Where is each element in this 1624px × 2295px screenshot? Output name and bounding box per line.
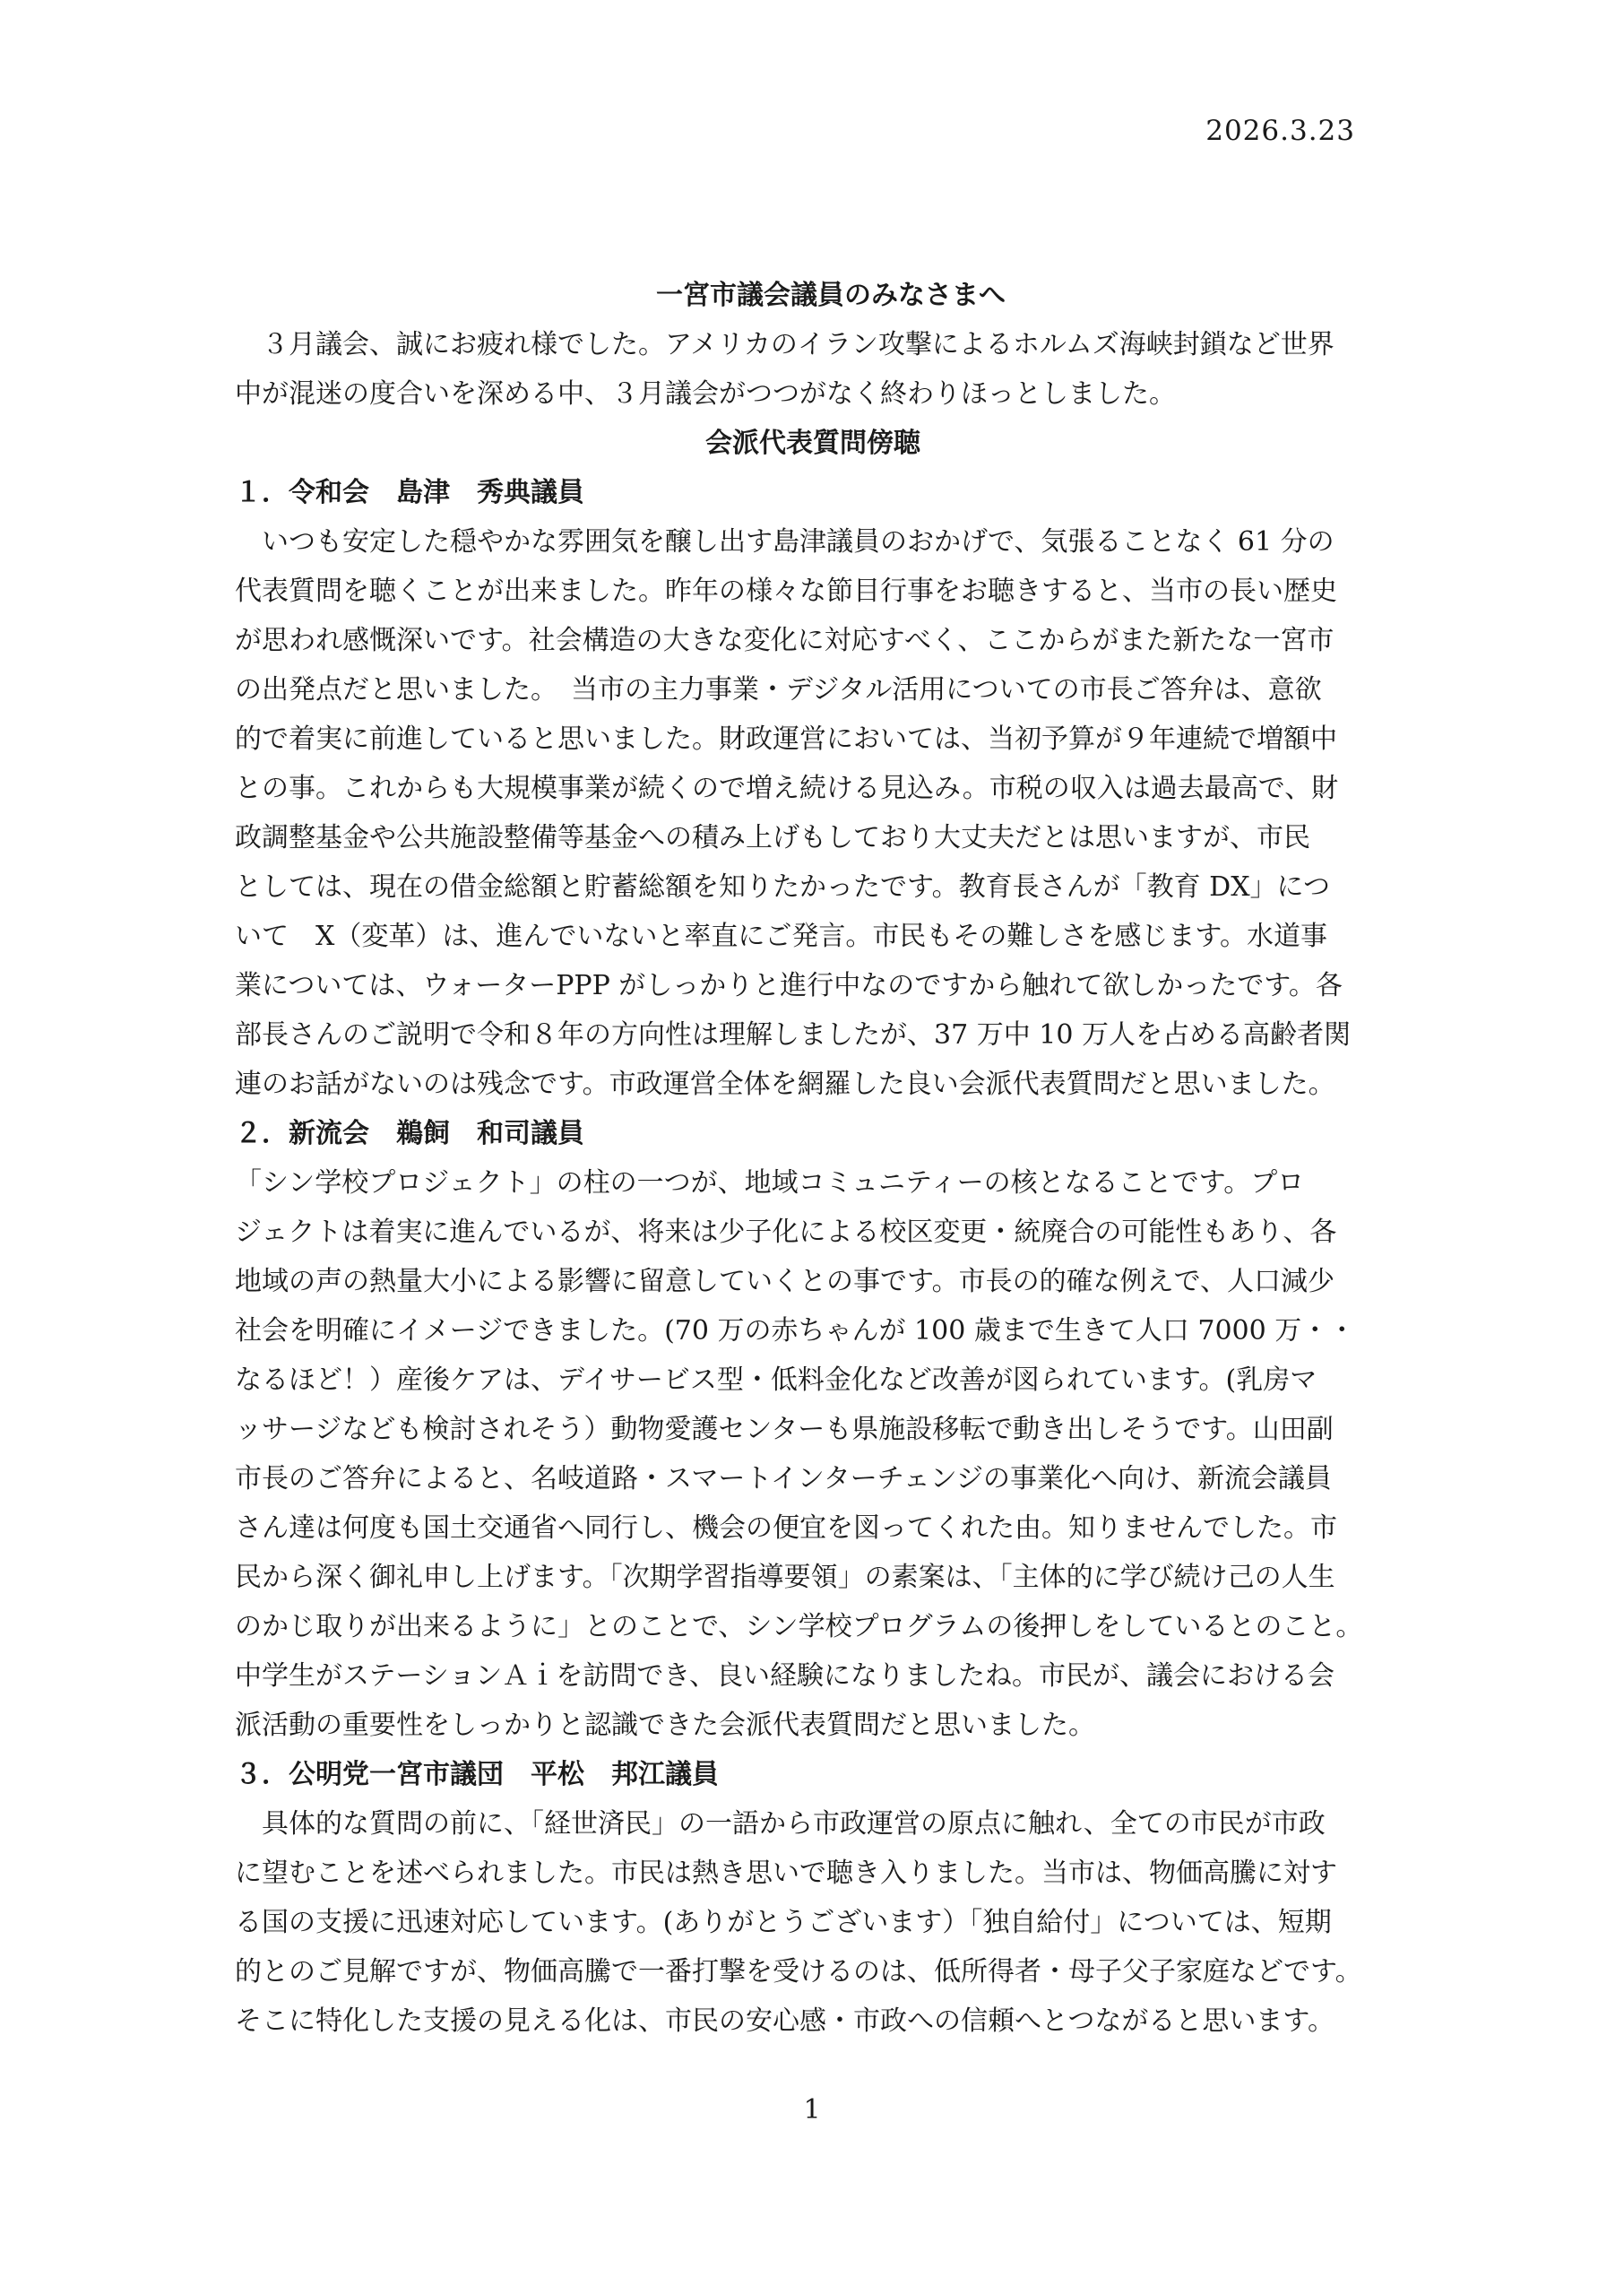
section-paragraph-shinryukai: [235, 1158, 1391, 1750]
document-date: 2026.3.23: [1205, 115, 1355, 147]
text-line: に望むことを述べられました。市民は熱き思いで聴き入りました。当市は、物価高騰に対す: [235, 1858, 1337, 1889]
text-line: 中が混迷の度合いを深める中、３月議会がつつがなく終わりほっとしました。: [235, 378, 1176, 410]
text-line: 政調整基金や公共施設整備等基金への積み上げもしており大丈夫だとは思いますが、市民: [235, 822, 1310, 853]
text-line: 民から深く御礼申し上げます。「次期学習指導要領」の素案は、「主体的に学び続け己の人生: [235, 1562, 1335, 1593]
text-line: が思われ感慨深いです。社会構造の大きな変化に対応すべく、ここからがまた新たな一宮市: [235, 625, 1335, 656]
text-line: ３月議会、誠にお疲れ様でした。アメリカのイラン攻撃によるホルムズ海峡封鎖など世界: [235, 329, 1335, 360]
text-line: 中学生がステーションＡｉを訪問でき、良い経験になりましたね。市民が、議会における会: [235, 1660, 1335, 1692]
document-body: [235, 271, 1391, 2046]
text-line: 派活動の重要性をしっかりと認識できた会派代表質問だと思いました。: [235, 1710, 1095, 1741]
text-line: いつも安定した穏やかな雰囲気を醸し出す島津議員のおかげで、気張ることなく 61 分の: [235, 526, 1335, 558]
text-line: る国の支援に迅速対応しています。(ありがとうございます）「独自給付」については、短期: [235, 1907, 1332, 1938]
section-heading-komeito: ３．公明党一宮市議団 平松 邦江議員: [235, 1759, 719, 1790]
section-heading-shinryukai: ２．新流会 鵜飼 和司議員: [235, 1118, 584, 1149]
text-line: ジェクトは着実に進んでいるが、将来は少子化による校区変更・統廃合の可能性もあり、各: [235, 1217, 1337, 1248]
text-line: さん達は何度も国土交通省へ同行し、機会の便宜を図ってくれた由。知りませんでした。市: [235, 1512, 1337, 1544]
text-line: 具体的な質問の前に、「経世済民」の一語から市政運営の原点に触れ、全ての市民が市政: [235, 1808, 1326, 1840]
text-line: そこに特化した支援の見える化は、市民の安心感・市政への信頼へとつながると思います。: [235, 2005, 1335, 2037]
text-line: のかじ取りが出来るように」とのことで、シン学校プログラムの後押しをしているとのこと。: [235, 1611, 1363, 1642]
text-line: 社会を明確にイメージできました。(70 万の赤ちゃんが 100 歳まで生きて人口 7000 万・・: [235, 1315, 1356, 1347]
document-title: 一宮市議会議員のみなさまへ: [656, 280, 1006, 311]
section-subtitle: 会派代表質問傍聴: [705, 428, 920, 459]
text-line: としては、現在の借金総額と貯蓄総額を知りたかったです。教育長さんが「教育 DX」につ: [235, 871, 1330, 903]
text-line: 連のお話がないのは残念です。市政運営全体を網羅した良い会派代表質問だと思いました。: [235, 1069, 1335, 1100]
text-line: の出発点だと思いました。 当市の主力事業・デジタル活用についての市長ご答弁は、意欲: [235, 674, 1322, 706]
text-line: ッサージなども検討されそう）動物愛護センターも県施設移転で動き出しそうです。山田副: [235, 1414, 1334, 1445]
text-line: 代表質問を聴くことが出来ました。昨年の様々な節目行事をお聴きすると、当市の長い歴史: [235, 576, 1337, 607]
text-line: いて X（変革）は、進んでいないと率直にご発言。市民もその難しさを感じます。水道事: [235, 921, 1327, 952]
section-paragraph-komeito: [235, 1799, 1391, 2046]
text-line: 地域の声の熱量大小による影響に留意していくとの事です。市長の的確な例えで、人口減少: [235, 1266, 1335, 1297]
section-heading-reiwakai: １．令和会 島津 秀典議員: [235, 477, 584, 508]
text-line: 部長さんのご説明で令和８年の方向性は理解しましたが、37 万中 10 万人を占める高齢者関: [235, 1019, 1351, 1051]
text-line: 「シン学校プロジェクト」の柱の一つが、地域コミュニティーの核となることです。プロ: [235, 1167, 1305, 1199]
section-paragraph-reiwakai: [235, 517, 1391, 1109]
intro-paragraph: [235, 320, 1391, 419]
text-line: 的とのご見解ですが、物価高騰で一番打撃を受けるのは、低所得者・母子父子家庭などです。: [235, 1956, 1362, 1988]
text-line: 市長のご答弁によると、名岐道路・スマートインターチェンジの事業化へ向け、新流会議員: [235, 1463, 1332, 1494]
text-line: との事。これからも大規模事業が続くので増え続ける見込み。市税の収入は過去最高で、財: [235, 773, 1339, 804]
text-line: 的で着実に前進していると思いました。財政運営においては、当初予算が９年連続で増額中: [235, 723, 1337, 755]
text-line: なるほど！）産後ケアは、デイサービス型・低料金化など改善が図られています。(乳房マ: [235, 1364, 1317, 1396]
page-number: 1: [803, 2094, 821, 2126]
text-line: 業については、ウォーターPPP がしっかりと進行中なのですから触れて欲しかったです。各: [235, 970, 1343, 1001]
